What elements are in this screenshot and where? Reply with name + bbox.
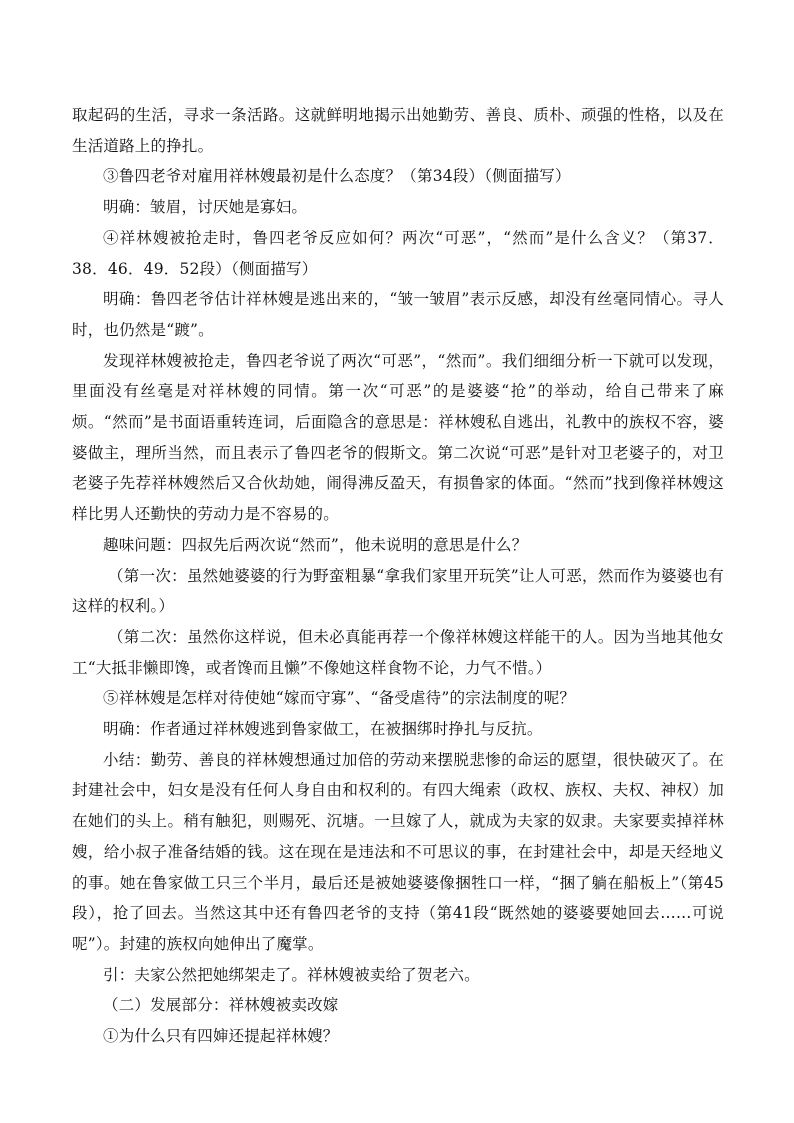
fun-answer-2: （第二次：虽然你这样说，但未必真能再荐一个像祥林嫂这样能干的人。因为当地其他女工“大抵非懒即馋，或者馋而且懒”不像她这样食物不论，力气不惜。） [72,627,724,677]
answer-5: 明确：作者通过祥林嫂逃到鲁家做工，在被捆绑时挣扎与反抗。 [103,720,543,739]
question-5: ⑤祥林嫂是怎样对待使她“嫁而守寡”、“备受虐待”的宗法制度的呢？ [103,689,576,708]
paragraph-continuation: 取起码的生活，寻求一条活路。这就鲜明地揭示出她勤劳、善良、质朴、顽强的性格，以及在生活道路上的挣扎。 [72,106,724,155]
question-development-1: ①为什么只有四婶还提起祥林嫂？ [103,1027,339,1046]
lead-in: 引：夫家公然把她绑架走了。祥林嫂被卖给了贺老六。 [103,965,480,984]
fun-question: 趣味问题：四叔先后两次说“然而”，他未说明的意思是什么？ [103,535,528,554]
fun-answer-1: （第一次：虽然她婆婆的行为野蛮粗暴“拿我们家里开玩笑”让人可恶，然而作为婆婆也有这样的权利。） [72,566,724,616]
section-heading-development: （二）发展部分：祥林嫂被卖改嫁 [103,996,339,1015]
answer-3: 明确：皱眉，讨厌她是寡妇。 [103,198,308,217]
summary-paragraph: 小结：勤劳、善良的祥林嫂想通过加倍的劳动来摆脱悲惨的命运的愿望，很快破灭了。在封建社会中，妇女是没有任何人身自由和权利的。有四大绳索（政权、族权、夫权、神权）加在她们的头上。稍有触犯，则赐死、沉塘。一旦嫁了人，就成为夫家的奴隶。夫家要卖掉祥林嫂，给小叔子准备结婚的钱。这在现在是违法和不可思议的事，在封建社会中，却是天经地义的事。她在鲁家做工只三个半月，最后还是被她婆婆像捆牲口一样，“捆了躺在船板上”（第45段），抢了回去。当然这其中还有鲁四老爷的支持（第41段“既然她的婆婆要她回去……可说呢”）。封建的族权向她伸出了魔掌。 [72,750,724,953]
question-3: ③鲁四老爷对雇用祥林嫂最初是什么态度？（第34段）（侧面描写） [103,167,571,186]
document-body [72,100,724,1052]
analysis-paragraph: 发现祥林嫂被抢走，鲁四老爷说了两次“可恶”，“然而”。我们细细分析一下就可以发现，里面没有丝毫是对祥林嫂的同情。第一次“可恶”的是婆婆“抢”的举动，给自己带来了麻烦。“然而”是书面语重转连词，后面隐含的意思是：祥林嫂私自逃出，礼教中的族权不容，婆婆做主，理所当然，而且表示了鲁四老爷的假斯文。第二次说“可恶”是针对卫老婆子的，对卫老婆子先荐祥林嫂然后又合伙劫她，闹得沸反盈天，有损鲁家的体面。“然而”找到像祥林嫂这样比男人还勤快的劳动力是不容易的。 [72,351,724,524]
answer-4: 明确：鲁四老爷估计祥林嫂是逃出来的，“皱一皱眉”表示反感，却没有丝毫同情心。寻人时，也仍然是“踱”。 [72,290,724,339]
question-4: ④祥林嫂被抢走时，鲁四老爷反应如何？两次“可恶”，“然而”是什么含义？（第37．38．46．49．52段）（侧面描写） [72,228,724,278]
